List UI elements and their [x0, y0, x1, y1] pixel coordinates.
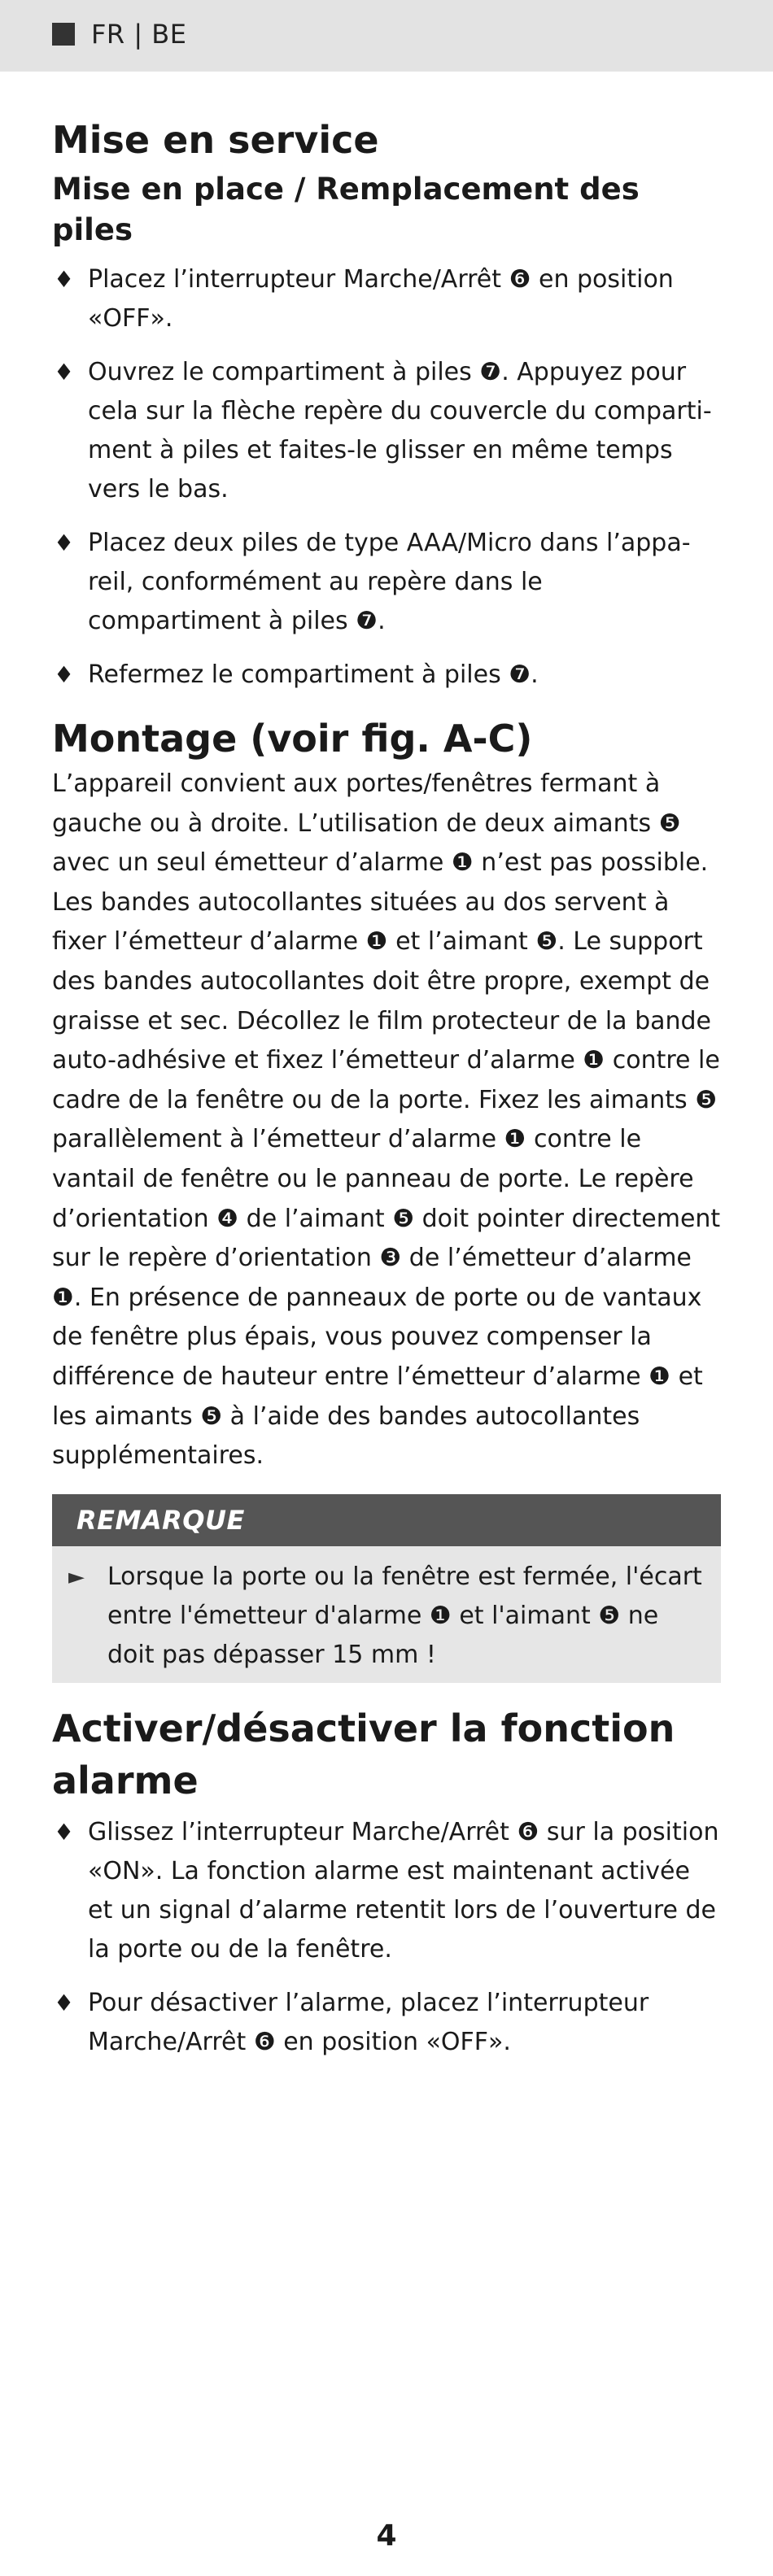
list-item [52, 1813, 721, 1969]
language-marker-icon [52, 23, 75, 46]
note-body [52, 1546, 721, 1683]
section-title-montage: Montage (voir fig. A-C) [52, 717, 533, 761]
battery-steps-list [52, 260, 721, 695]
note-text: Lorsque la porte ou la fenêtre est fermée, l'écart entre l'émetteur d'alarme ❶ et l'aimant ❺ ne doit pas dépasser 15 mm ! [107, 1562, 702, 1669]
list-item-text: Ouvrez le compartiment à piles ❼. Appuyez pour cela sur la flèche repère du couvercle du compartiment à piles et faites-le glisser en même temps vers le bas. [88, 358, 712, 503]
subsection-title-piles: Mise en place / Remplacement des piles [52, 172, 640, 247]
section-title-mise-en-service: Mise en service [52, 118, 379, 162]
diamond-bullet-icon: ♦ [54, 530, 75, 556]
list-item [52, 656, 721, 695]
list-item [52, 1984, 721, 2062]
alarm-steps-list [52, 1813, 721, 2062]
diamond-bullet-icon: ♦ [54, 359, 75, 386]
note-heading: REMARQUE [52, 1494, 721, 1546]
diamond-bullet-icon: ♦ [54, 1818, 75, 1846]
header-band [0, 0, 773, 72]
section-title-alarme: Activer/désactiver la fonction alarme [52, 1706, 675, 1802]
list-item [52, 260, 721, 338]
diamond-bullet-icon: ♦ [54, 661, 75, 688]
list-item-text: Placez l’interrupteur Marche/Arrêt ❻ en position «OFF». [88, 265, 674, 333]
language-label: FR | BE [91, 19, 187, 50]
page-number: 4 [376, 2519, 397, 2552]
diamond-bullet-icon: ♦ [54, 266, 75, 293]
list-item-text: Refermez le compartiment à piles ❼. [88, 660, 539, 689]
note-box [52, 1494, 721, 1683]
list-item-text: Placez deux piles de type AAA/Micro dans l’appareil, conformément au repère dans le compartiment à piles ❼. [88, 529, 691, 635]
list-item-text: Pour désactiver l’alarme, placez l’interrupteur Marche/Arrêt ❻ en position «OFF». [88, 1988, 649, 2056]
diamond-bullet-icon: ♦ [54, 1989, 75, 2016]
arrow-bullet-icon: ► [68, 1564, 85, 1589]
list-item-text: Glissez l’interrupteur Marche/Arrêt ❻ sur la position «ON». La fonction alarme est maintenant activée et un signal d’alarme retentit lors de l’ouverture de la porte ou de la fenêtre. [88, 1817, 719, 1964]
montage-paragraph: L’appareil convient aux portes/fenêtres fermant à gauche ou à droite. L’utilisation de deux aimants ❺ avec un seul émetteur d’alarme ❶ n’est pas possible. Les bandes autocollantes situées au dos servent à fixer l’émetteur d’alarme ❶ et l’aimant ❺. Le support des bandes autocollantes doit être propre, exempt de graisse et sec. Décollez le film protecteur de la bande auto-adhésive et fixez l’émetteur d’alarme ❶ contre le cadre de la fenêtre ou de la porte. Fixez les aimants ❺ parallèlement à l’émetteur d’alarme ❶ contre le vantail de fenêtre ou le panneau de porte. Le repère d’orientation ❹ de l’aimant ❺ doit pointer directement sur le repère d’orientation ❸ de l’émetteur d’alarme ❶. En présence de panneaux de porte ou de vantaux de fenêtre plus épais, vous pouvez compenser la différence de hauteur entre l’émetteur d’alarme ❶ et les aimants ❺ à l’aide des bandes autocollantes supplémentaires. [52, 769, 721, 1471]
list-item [52, 353, 721, 509]
list-item [52, 524, 721, 641]
page-content [52, 114, 721, 2077]
